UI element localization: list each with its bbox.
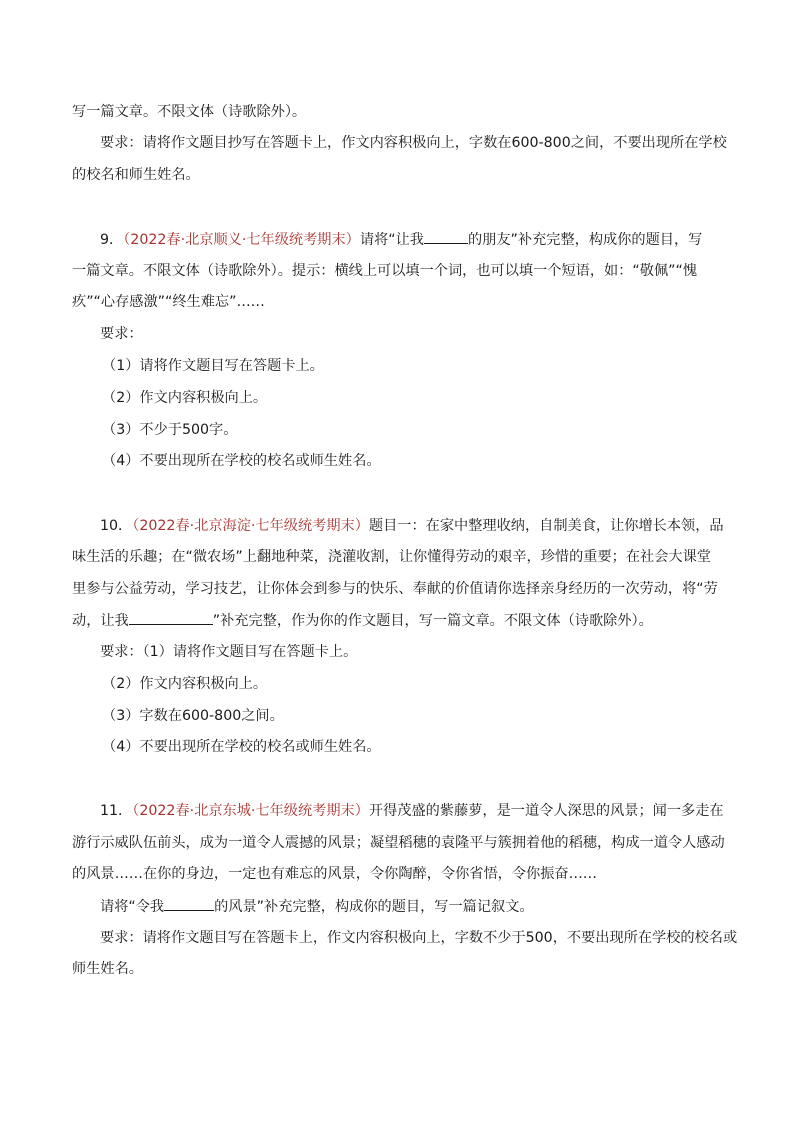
- text-segment: ”补充完整，作为你的作文题目，写一篇文章。不限文体（诗歌除外）。: [212, 613, 653, 629]
- text-segment: 的风景”补充完整，构成你的题目，写一篇记叙文。: [214, 899, 534, 915]
- text-line: 的校名和师生姓名。: [72, 167, 200, 183]
- text-segment: 题目一：在家中整理收纳，自制美食，让你增长本领，品: [368, 518, 724, 534]
- fill-in-blank: [129, 610, 213, 625]
- text-line: 游行示威队伍前头，成为一道令人震撼的风景；凝望稻穗的袁隆平与簇拥着他的稻穗，构成一道令人感动: [72, 835, 725, 851]
- text-segment: 开得茂盛的紫藤萝，是一道令人深思的风景；闻一多走在: [368, 803, 724, 819]
- text-segment: 请将“让我: [359, 232, 424, 248]
- question-source: （2022春·北京顺义·七年级统考期末）: [123, 232, 360, 248]
- fill-in-blank: [424, 229, 468, 244]
- text-line: 里参与公益劳动，学习技艺，让你体会到参与的快乐、奉献的价值请你选择亲身经历的一次劳动，将“劳: [72, 581, 718, 597]
- question-10-line-1: [100, 516, 724, 536]
- requirement-item: （4）不要出现所在学校的校名或师生姓名。: [102, 739, 381, 755]
- question-11-line-1: [100, 801, 724, 821]
- text-line: 的风景……在你的身边，一定也有难忘的风景，令你陶醉，令你省悟，令你振奋……: [72, 866, 597, 882]
- question-9-line-1: [100, 229, 702, 250]
- text-segment: 动，让我: [72, 613, 129, 629]
- requirement-item: （2）作文内容积极向上。: [102, 390, 268, 406]
- requirement-item: 要求：请将作文题目写在答题卡上，作文内容积极向上，字数不少于500，不要出现所在学校的校名或: [100, 930, 738, 946]
- fill-in-blank: [164, 896, 214, 911]
- question-number: 10．: [100, 518, 133, 534]
- text-line: 写一篇文章。不限文体（诗歌除外）。: [72, 104, 307, 120]
- requirement-item: （3）字数在600-800之间。: [102, 708, 284, 724]
- text-line: 疚”“心存感激”“终生难忘”……: [72, 294, 265, 310]
- text-line: [72, 610, 653, 631]
- text-line: 一篇文章。不限文体（诗歌除外）。提示：横线上可以填一个词，也可以填一个短语，如：“敬佩”“愧: [72, 263, 698, 279]
- requirement-item: 要求：（1）请将作文题目写在答题卡上。: [100, 644, 358, 660]
- requirement-item: （2）作文内容积极向上。: [102, 676, 268, 692]
- text-line: 要求：请将作文题目抄写在答题卡上，作文内容积极向上，字数在600-800之间，不要出现所在学校: [100, 135, 727, 151]
- requirement-item: （1）请将作文题目写在答题卡上。: [102, 358, 324, 374]
- requirement-label: 要求：: [100, 326, 143, 342]
- text-line: [100, 896, 534, 917]
- requirement-item: （3）不少于500字。: [102, 422, 238, 438]
- question-source: （2022春·北京东城·七年级统考期末）: [132, 803, 369, 819]
- question-number: 11．: [100, 803, 133, 819]
- text-segment: 的朋友”补充完整，构成你的题目，写: [467, 232, 703, 248]
- question-source: （2022春·北京海淀·七年级统考期末）: [132, 518, 369, 534]
- text-segment: 请将“令我: [100, 899, 165, 915]
- question-number: 9．: [100, 232, 124, 248]
- text-line: 师生姓名。: [72, 961, 143, 977]
- text-line: 味生活的乐趣；在“微农场”上翻地种菜，浇灌收割，让你懂得劳动的艰辛，珍惜的重要；在社会大课堂: [72, 549, 711, 565]
- requirement-item: （4）不要出现所在学校的校名或师生姓名。: [102, 453, 381, 469]
